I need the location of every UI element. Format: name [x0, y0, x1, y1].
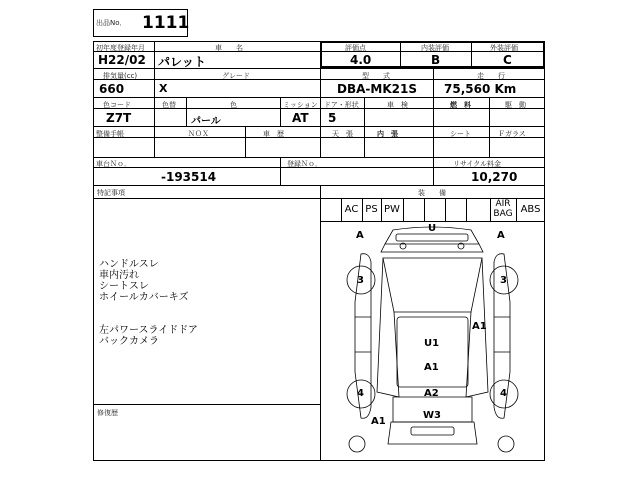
chassis-no-value: -193514	[161, 170, 217, 184]
score-value: 4.0	[350, 53, 372, 67]
mission-label: ミッション	[283, 101, 318, 109]
remark-3: シートスレ	[99, 281, 149, 292]
mark-right-side: A1	[472, 321, 487, 332]
lot-number-label: 出品No．	[96, 19, 127, 27]
repair-label: 修復歴	[97, 409, 118, 417]
equip-ac: AC	[344, 204, 359, 215]
exterior-label: 外装評価	[490, 44, 518, 52]
seat-label: シート	[450, 130, 471, 138]
interior-trim-label: 内 張	[377, 130, 398, 138]
model-value: DBA-MK21S	[337, 82, 417, 96]
mark-rear-left-corner: A1	[371, 416, 386, 427]
mark-roof: U1	[424, 338, 440, 349]
manual-label: 整備手帳	[96, 130, 124, 138]
color-value: パール	[191, 116, 221, 127]
mark-rear-bumper: W3	[423, 410, 441, 421]
color-type-label: 色替	[162, 101, 176, 109]
color-code-label: 色コード	[103, 101, 131, 109]
fuel-label: 燃 料	[450, 101, 471, 109]
drive-label: 駆 動	[505, 101, 526, 109]
history-label: 車 歴	[263, 130, 284, 138]
score-label: 評価点	[345, 44, 366, 52]
displacement-value: 660	[99, 82, 125, 96]
door-form-value: 5	[328, 111, 337, 125]
model-label: 型 式	[362, 72, 390, 80]
equip-pw: PW	[384, 204, 400, 215]
recycle-label: リサイクル料金	[453, 160, 502, 168]
fglass-label: Ｆガラス	[498, 130, 526, 138]
inspection-label: 車 検	[387, 101, 408, 109]
car-name-value: パレット	[158, 55, 206, 69]
color-label: 色	[230, 101, 237, 109]
year-label: 初年度登録年月	[96, 44, 145, 52]
mark-front-top: U	[428, 223, 437, 234]
lot-number: 1111	[142, 13, 190, 33]
nox-label: ＮＯＸ	[188, 130, 209, 138]
remark-5: 左パワースライドドア	[99, 325, 198, 336]
mileage-label: 走 行	[477, 72, 505, 80]
recycle-value: 10,270	[471, 170, 518, 184]
mark-left-front-wheel: 3	[357, 275, 364, 286]
remark-4: ホイールカバーキズ	[99, 292, 189, 303]
interior-label: 内装評価	[421, 44, 449, 52]
mark-front-right-corner: A	[497, 230, 505, 241]
mission-value: AT	[292, 111, 309, 125]
remarks-label: 特記事項	[97, 189, 125, 197]
equip-ps: PS	[365, 204, 378, 215]
displacement-label: 排気量(cc)	[103, 72, 138, 80]
mileage-value: 75,560 Km	[444, 82, 517, 96]
year-value: H22/02	[98, 53, 146, 67]
sunroof-label: 天 張	[332, 130, 353, 138]
equipment-label: 装 備	[418, 189, 446, 197]
grade-label: グレード	[222, 72, 250, 80]
remark-2: 車内汚れ	[99, 270, 139, 281]
equip-abs: ABS	[520, 204, 541, 215]
exterior-value: C	[503, 53, 512, 67]
mark-left-rear-wheel: 4	[357, 388, 364, 399]
remark-6: バックカメラ	[99, 336, 159, 347]
equip-airbag: AIR BAG	[493, 199, 513, 219]
remark-1: ハンドルスレ	[99, 259, 159, 270]
mark-front-left-corner: A	[356, 230, 364, 241]
chassis-no-label: 車台Ｎｏ．	[96, 160, 131, 168]
reg-no-label: 登録Ｎｏ．	[287, 160, 322, 168]
interior-value: B	[431, 53, 441, 67]
mark-rear-door: A2	[424, 388, 439, 399]
color-code-value: Z7T	[106, 111, 132, 125]
door-form-label: ドア・形状	[324, 101, 359, 109]
mark-right-rear-wheel: 4	[500, 388, 507, 399]
grade-value: X	[159, 82, 168, 95]
mark-right-front-wheel: 3	[500, 275, 507, 286]
mark-center-1: A1	[424, 362, 439, 373]
car-name-label: 車 名	[215, 44, 243, 52]
